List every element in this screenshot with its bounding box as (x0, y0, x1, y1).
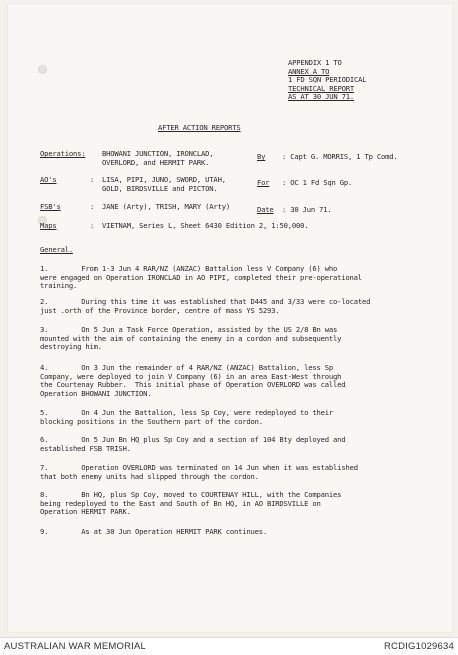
footer-source: AUSTRALIAN WAR MEMORIAL (4, 641, 147, 652)
maps-value: VIETNAM, Series L, Sheet 6430 Edition 2, 1:50,000. (102, 221, 309, 230)
paragraph-number: 1. (40, 264, 49, 273)
paragraph-line: Company, were deployed to join V Company (6) in an area East-West through (40, 371, 342, 381)
paragraph-line: just .orth of the Province border, centre of mass YS 5293. (40, 305, 280, 315)
paragraph (40, 326, 440, 352)
paragraph-number: 9. (40, 527, 49, 536)
appendix-line: APPENDIX 1 TO (288, 58, 342, 67)
paragraph-number: 3. (40, 325, 49, 334)
paragraph-line: Operation OVERLORD was terminated on 14 Jun when it was established (81, 463, 358, 472)
paragraph (40, 409, 440, 426)
paragraph-number: 8. (40, 490, 49, 499)
paragraph-line: From 1-3 Jun 4 RAR/NZ (ANZAC) Battalion less V Company (6) who (81, 264, 338, 273)
fsbs-colon: : (90, 202, 95, 211)
document-page (8, 4, 452, 632)
by-label: By (257, 152, 266, 161)
date-value: : 30 Jun 71. (282, 205, 332, 214)
paragraph-line: Operation BHOWANI JUNCTION. (40, 388, 152, 398)
paragraph-line: Bn HQ, plus Sp Coy, moved to COURTENAY HILL, with the Companies (81, 490, 342, 499)
paragraph-number: 4. (40, 363, 49, 372)
paragraph-line: As at 30 Jun Operation HERMIT PARK continues. (81, 527, 268, 536)
paragraph-line: were engaged on Operation IRONCLAD in AO PIPI, completed their pre-operational (40, 272, 362, 282)
punch-hole (38, 65, 47, 74)
paragraph-number: 5. (40, 408, 49, 417)
paragraph-line: the Courtenay Rubber. This initial phase of Operation OVERLORD was called (40, 380, 346, 390)
fsbs-label: FSB's (40, 202, 61, 211)
for-value: : OC 1 Fd Sqn Gp. (282, 178, 353, 187)
appendix-line: ANNEX A TO (288, 66, 330, 76)
appendix-header (288, 59, 366, 102)
paragraph-line: destroying him. (40, 342, 102, 352)
for-label: For (257, 178, 270, 187)
paragraph-line: mounted with the aim of containing the enemy in a cordon and subsequently (40, 333, 342, 343)
paragraph-line: established FSB TRISH. (40, 443, 131, 453)
appendix-line: 1 FD SQN PERIODICAL (288, 75, 367, 85)
paragraph-line: During this time it was established that D445 and 3/33 were co-located (81, 297, 371, 306)
by-value: : Capt G. MORRIS, 1 Tp Comd. (282, 152, 398, 161)
aos-value: LISA, PIPI, JUNO, SWORD, UTAH, (102, 175, 226, 184)
fsbs-value: JANE (Arty), TRISH, MARY (Arty) (102, 202, 230, 211)
paragraph-line: On 5 Jun Bn HQ plus Sp Coy and a section of 104 Bty deployed and (81, 435, 346, 444)
paragraph-line: On 3 Jun the remainder of 4 RAR/NZ (ANZAC) Battalion, less Sp (81, 363, 334, 372)
operations-label: Operations: (40, 149, 86, 158)
paragraph-number: 6. (40, 435, 49, 444)
operations-value: BHOWANI JUNCTION, IRONCLAD, (102, 149, 214, 158)
paragraph (40, 298, 440, 315)
paragraph-number: 2. (40, 297, 49, 306)
aos-colon: : (90, 175, 95, 184)
general-heading: General. (40, 245, 74, 254)
paragraph-line: being redeployed to the East and South of Bn HQ, in AO BIRDSVILLE on (40, 498, 321, 508)
paragraph-line: On 5 Jun a Task Force Operation, assisted by the US 2/8 Bn was (81, 325, 338, 334)
paragraph-line: On 4 Jun the Battalion, less Sp Coy, were redeployed to their (81, 408, 334, 417)
paragraph (40, 436, 440, 453)
paragraph-line: blocking positions in the Southern part of the cordon. (40, 416, 263, 426)
maps-label: Maps (40, 221, 57, 230)
paragraph (40, 464, 440, 481)
aos-value: GOLD, BIRDSVILLE and PICTON. (102, 184, 218, 193)
appendix-line: AS AT 30 JUN 71. (288, 92, 355, 102)
paragraph (40, 364, 440, 398)
paragraph-line: training. (40, 281, 78, 291)
paragraph-number: 7. (40, 463, 49, 472)
date-label: Date (257, 205, 274, 214)
archive-footer (0, 637, 458, 655)
paragraph (40, 265, 440, 291)
aos-label: AO's (40, 175, 57, 184)
document-title: AFTER ACTION REPORTS (158, 123, 241, 132)
paragraph-line: that both enemy units had slipped through the cordon. (40, 471, 259, 481)
paragraph (40, 491, 440, 517)
paragraph (40, 528, 440, 537)
maps-colon: : (90, 221, 95, 230)
appendix-line: TECHNICAL REPORT (288, 83, 355, 93)
paragraph-line: Operation HERMIT PARK. (40, 507, 131, 517)
footer-record-id: RCDIG1029634 (384, 641, 454, 652)
operations-value: OVERLORD, and HERMIT PARK. (102, 158, 210, 167)
